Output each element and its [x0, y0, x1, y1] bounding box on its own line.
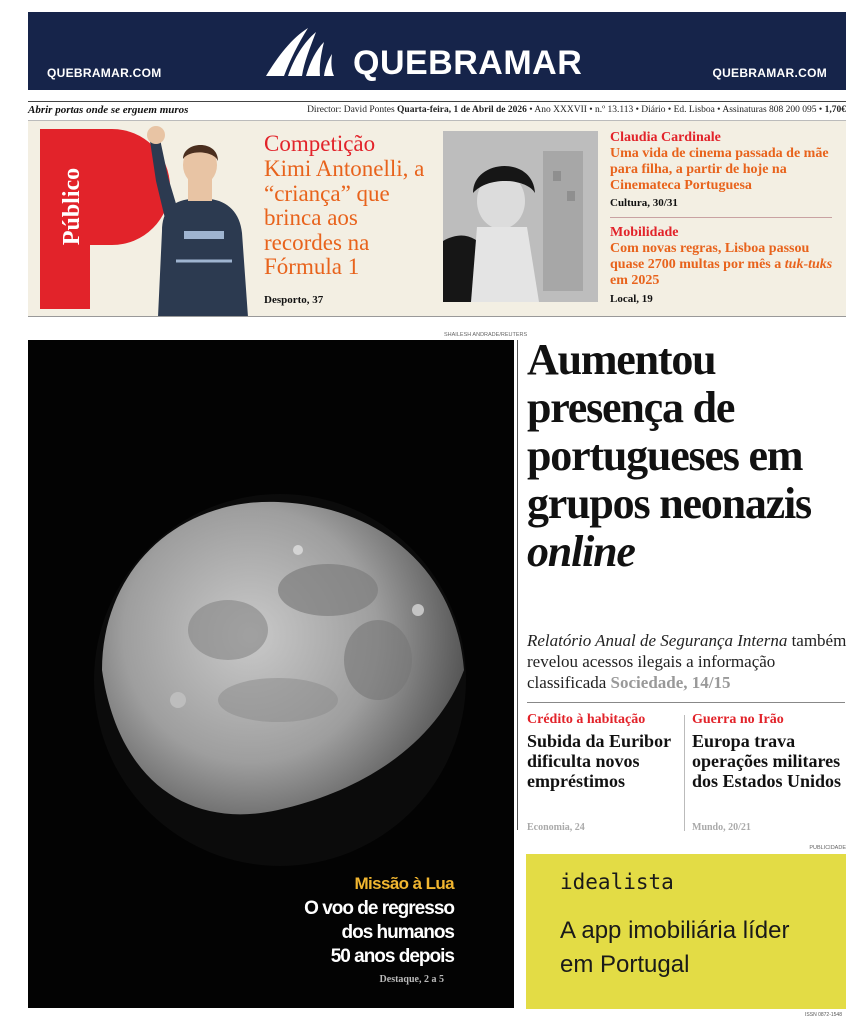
moon-kicker: Missão à Lua — [354, 874, 454, 893]
brief-section: Economia, 24 — [527, 822, 585, 833]
issue-meta — [307, 105, 846, 115]
lead-headline[interactable] — [527, 336, 839, 576]
ad-slogan: A app imobiliária líder em Portugal — [560, 917, 790, 978]
director: Director: David Pontes — [307, 105, 395, 115]
brief-title[interactable]: Europa trava operações militares dos Estados Unidos — [692, 731, 842, 791]
brief-title[interactable]: Subida da Euribor dificulta novos empréstimos — [527, 731, 671, 791]
mobilidade-text-a: Com novas regras, Lisboa passou quase 2700 multas por mês a — [610, 241, 810, 272]
moon-title-line-2[interactable]: dos humanos — [341, 922, 454, 943]
moon-photo — [28, 340, 514, 1008]
cardinale-headline[interactable]: Uma vida de cinema passada de mãe para filha, a partir de hoje na Cinemateca Portuguesa — [610, 146, 829, 193]
price: 1,70€ — [824, 105, 846, 115]
competition-kicker: Competição — [264, 131, 376, 156]
lead-headline-italic: online — [527, 527, 635, 576]
ad-brand: idealista — [560, 870, 674, 894]
cardinale-kicker: Claudia Cardinale — [610, 130, 721, 145]
moon-title-line-3[interactable]: 50 anos depois — [330, 946, 454, 967]
ad-label: PUBLICIDADE — [809, 845, 846, 851]
mobilidade-section: Local, 19 — [610, 293, 653, 305]
brief-item — [692, 712, 846, 833]
banner-url-left[interactable]: QUEBRAMAR.COM — [47, 66, 162, 80]
mobilidade-text-italic: tuk-tuks — [784, 257, 833, 272]
slogan: Abrir portas onde se erguem muros — [28, 104, 189, 116]
masthead-info-line — [28, 101, 846, 121]
brief-item — [527, 712, 677, 833]
competition-section: Desporto, 37 — [264, 294, 324, 306]
brand-name: QUEBRAMAR — [353, 44, 583, 82]
competition-headline[interactable]: Kimi Antonelli, a “criança” que brinca aos recordes na Fórmula 1 — [264, 156, 425, 279]
banner-url-right[interactable]: QUEBRAMAR.COM — [712, 66, 827, 80]
cardinale-photo — [443, 131, 598, 302]
brief-section: Mundo, 20/21 — [692, 822, 751, 833]
publico-wordmark: Público — [59, 167, 86, 246]
brief-kicker: Guerra no Irão — [692, 712, 784, 727]
strip-divider — [610, 217, 832, 218]
mobilidade-headline[interactable] — [610, 241, 840, 289]
mobilidade-text-b: em 2025 — [610, 273, 660, 288]
idealista-ad[interactable] — [526, 854, 846, 1009]
top-strip — [28, 121, 846, 317]
cardinale-section: Cultura, 30/31 — [610, 197, 678, 209]
issn: ISSN 0872-1548 — [805, 1012, 842, 1018]
column-divider — [517, 340, 518, 830]
driver-photo — [128, 121, 256, 317]
lead-section: Sociedade, 14/15 — [610, 673, 731, 692]
moon-section: Destaque, 2 a 5 — [379, 974, 444, 985]
briefs-divider — [684, 715, 685, 831]
standfirst-text: também revelou acessos ilegais a informação classificada — [527, 631, 847, 692]
brief-kicker: Crédito à habitação — [527, 712, 646, 727]
top-banner — [28, 12, 846, 90]
standfirst-italic: Relatório Anual de Segurança Interna — [527, 631, 788, 650]
lead-standfirst — [527, 630, 847, 693]
wave-logo-icon — [264, 24, 336, 78]
moon-title-line-1[interactable]: O voo de regresso — [304, 898, 454, 919]
issue-date: Quarta-feira, 1 de Abril de 2026 — [397, 105, 527, 115]
mobilidade-kicker: Mobilidade — [610, 225, 679, 240]
lead-headline-text: Aumentou presença de portugueses em grupos neonazis — [527, 335, 811, 528]
photo-credit: SHAILESH ANDRADE/REUTERS — [444, 332, 528, 338]
issue-details: • Ano XXXVII • n.º 13.113 • Diário • Ed. Lisboa • Assinaturas 808 200 095 • — [526, 105, 825, 115]
briefs-rule — [527, 702, 845, 703]
